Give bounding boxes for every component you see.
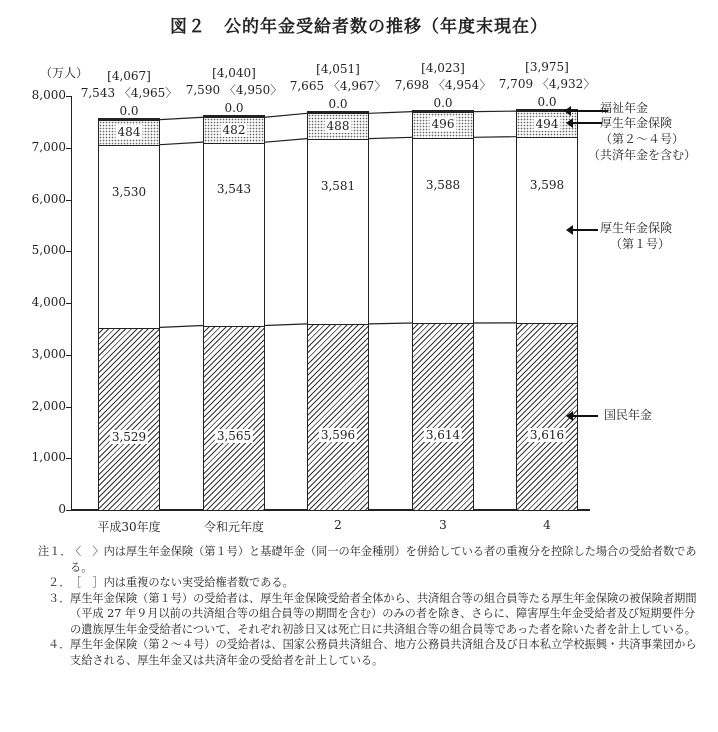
- footnote-text: 厚生年金保険（第２～４号）の受給者は、国家公務員共済組合、地方公務員共済組合及び日本私立学校振興・共済事業団から支給される、厚生年金又は共済年金の受給者を計上している。: [70, 638, 697, 667]
- actual-recipients-label: [3,975]: [525, 60, 569, 75]
- legend-kosei2-line2: （第２～４号）: [600, 132, 685, 146]
- arrow-left-icon: [572, 415, 598, 417]
- segment-kokumin: [307, 324, 369, 512]
- actual-recipients-label: [4,051]: [316, 62, 360, 77]
- value-label: 3,588: [425, 178, 461, 193]
- segment-kokumin: [98, 327, 160, 511]
- y-tick-label: 8,000: [31, 88, 66, 102]
- segment-fukushi: [98, 118, 160, 121]
- y-tick-label: 2,000: [31, 398, 66, 413]
- value-label: 496: [431, 117, 455, 132]
- actual-recipients-label: [4,023]: [421, 60, 465, 75]
- segment-kosei-1: [203, 142, 265, 327]
- y-tick-label: 5,000: [31, 243, 66, 258]
- total-label: 7,698 〈4,954〉: [394, 77, 492, 92]
- value-label: 3,614: [425, 427, 461, 442]
- value-label: 0.0: [119, 103, 139, 118]
- footnote-text: 〈 〉内は厚生年金保険（第１号）と基礎年金（同一の年金種別）を併給している者の重複分を控除した場合の受給者数である。: [70, 545, 697, 574]
- value-label: 3,616: [529, 427, 565, 442]
- value-label: 0.0: [328, 97, 348, 112]
- value-label: 3,530: [111, 184, 147, 199]
- legend-kokumin: 国民年金: [604, 408, 653, 422]
- footnote-text: ［ ］内は重複のない実受給権者数である。: [70, 576, 294, 589]
- value-label: 3,529: [111, 429, 147, 444]
- x-tick-label: 3: [439, 518, 447, 532]
- y-tick-label: 7,000: [31, 139, 66, 154]
- y-tick-label: 4,000: [31, 295, 66, 309]
- total-label: 7,543 〈4,965〉: [80, 85, 178, 100]
- value-label: 0.0: [537, 95, 557, 110]
- total-label: 7,709 〈4,932〉: [498, 77, 596, 92]
- footnote-number: ４．: [48, 638, 71, 651]
- value-label: 488: [326, 118, 350, 133]
- value-label: 484: [117, 125, 141, 140]
- value-label: 494: [535, 116, 559, 131]
- total-label: 7,590 〈4,950〉: [185, 83, 283, 98]
- segment-fukushi: [203, 115, 265, 118]
- value-label: 3,581: [320, 179, 356, 194]
- footnote-number: 注１．: [38, 545, 72, 558]
- value-label: 3,598: [529, 177, 565, 192]
- y-axis-unit-label: （万人）: [40, 66, 89, 80]
- legend-kosei1-line1: 厚生年金保険: [600, 221, 673, 235]
- value-label: 0.0: [224, 101, 244, 116]
- segment-fukushi: [412, 110, 474, 113]
- footnote-number: ３．: [48, 591, 71, 605]
- legend-kosei2-line1: 厚生年金保険: [600, 116, 673, 130]
- total-label: 7,665 〈4,967〉: [289, 79, 387, 94]
- value-label: 3,543: [216, 182, 252, 197]
- legend-kosei1-line2: （第１号）: [610, 237, 671, 251]
- segment-kosei-1: [98, 145, 160, 329]
- value-label: 3,565: [216, 428, 252, 443]
- arrow-left-icon: [572, 229, 598, 231]
- x-tick-label: 2: [334, 518, 342, 532]
- legend-kosei2-line3: （共済年金を含む）: [588, 148, 697, 162]
- chart-title: 図２ 公的年金受給者数の推移（年度末現在）: [170, 17, 548, 37]
- x-tick-label: 令和元年度: [203, 520, 264, 534]
- arrow-left-icon: [572, 122, 602, 124]
- actual-recipients-label: [4,040]: [212, 66, 256, 81]
- y-tick-label: 3,000: [31, 346, 66, 361]
- y-tick-label: 1,000: [31, 450, 66, 465]
- x-tick-label: 4: [543, 518, 551, 532]
- segment-fukushi: [307, 111, 369, 114]
- x-tick-label: 平成30年度: [97, 520, 161, 534]
- value-label: 0.0: [433, 95, 453, 110]
- y-tick-label: 6,000: [31, 191, 66, 206]
- actual-recipients-label: [4,067]: [107, 68, 151, 83]
- legend-fukushi: 福祉年金: [600, 101, 649, 115]
- footnote-1: [38, 544, 698, 575]
- footnote-3: [38, 591, 698, 638]
- segment-kosei-1: [412, 137, 474, 324]
- segment-kokumin: [412, 323, 474, 512]
- footnote-4: [38, 637, 698, 668]
- y-tick-label: 0: [58, 502, 66, 516]
- segment-kosei-1: [307, 139, 369, 326]
- value-label: 3,596: [320, 428, 356, 443]
- footnotes: [38, 544, 698, 668]
- footnote-number: ２．: [48, 576, 71, 589]
- footnote-text: 厚生年金保険（第１号）の受給者は、厚生年金保険受給者全体から、共済組合等の組合員等たる厚生年金保険の被保険者期間（平成 27 年９月以前の共済組合等の組合員等の期間を含む）のみの者を除き、さらに、障害厚生年金受給者及び短期要件分の遺族厚生年金受給者について、それぞれ初診日又は死亡日に共済組合等の組合員等であった者を除いた者を計上している。: [70, 591, 697, 636]
- value-label: 482: [222, 122, 246, 137]
- segment-kokumin: [203, 326, 265, 512]
- footnote-2: [38, 575, 698, 591]
